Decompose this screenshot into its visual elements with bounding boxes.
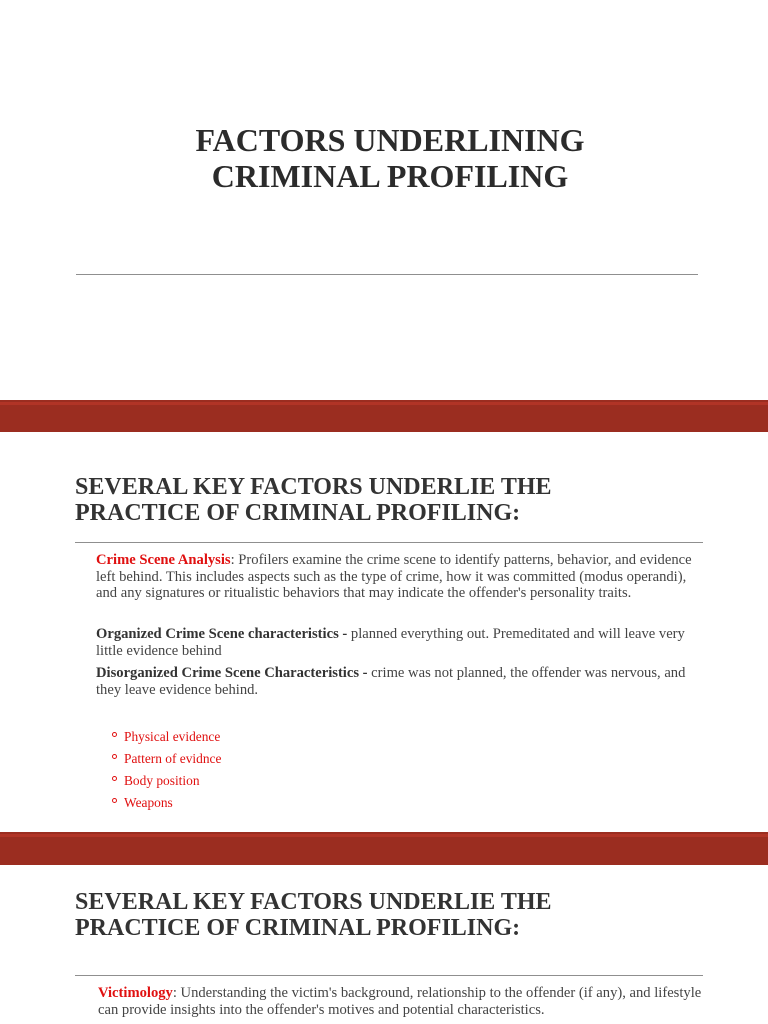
term-crime-scene-analysis: Crime Scene Analysis	[96, 552, 231, 568]
paragraph-text: planned everything out. Premeditated and will leave very little evidence behind	[96, 626, 685, 659]
heading-line-2: PRACTICE OF CRIMINAL PROFILING:	[75, 915, 521, 941]
heading-line-1: SEVERAL KEY FACTORS UNDERLIE THE	[75, 889, 552, 915]
slide-title	[80, 122, 700, 194]
list-item: Physical evidence	[112, 726, 221, 748]
paragraph-text: : Understanding the victim's background, relationship to the offender (if any), and lifestyle can provide insights into the offender's motives and potential characteristics.	[98, 985, 702, 1018]
title-slide	[0, 0, 768, 400]
heading-divider	[75, 542, 703, 543]
slide-heading	[75, 474, 675, 526]
heading-divider	[75, 975, 703, 976]
bullet-icon	[112, 754, 117, 759]
slide-separator-band	[0, 400, 768, 432]
victimology-paragraph	[98, 985, 708, 1018]
bullet-icon	[112, 798, 117, 803]
disorganized-scene-paragraph	[96, 665, 706, 698]
heading-line-2: PRACTICE OF CRIMINAL PROFILING:	[75, 500, 521, 526]
term-victimology: Victimology	[98, 985, 173, 1001]
slide-heading	[75, 889, 675, 941]
bullet-icon	[112, 732, 117, 737]
title-line-1: FACTORS UNDERLINING	[195, 122, 585, 158]
slide-separator-band	[0, 832, 768, 865]
organized-scene-paragraph	[96, 626, 706, 659]
bullet-icon	[112, 776, 117, 781]
heading-line-1: SEVERAL KEY FACTORS UNDERLIE THE	[75, 474, 552, 500]
term-organized-scene: Organized Crime Scene characteristics -	[96, 626, 348, 642]
list-item: Weapons	[112, 792, 221, 814]
term-disorganized-scene: Disorganized Crime Scene Characteristics -	[96, 665, 368, 681]
evidence-bullet-list	[112, 726, 221, 814]
paragraph-text: crime was not planned, the offender was nervous, and they leave evidence behind.	[96, 665, 686, 698]
crime-scene-analysis-paragraph	[96, 552, 706, 602]
paragraph-text: : Profilers examine the crime scene to identify patterns, behavior, and evidence left behind. This includes aspects such as the type of crime, how it was committed (modus operandi), and any signatures or ritualistic behaviors that may indicate the offender's personality traits.	[96, 552, 692, 601]
title-line-2: CRIMINAL PROFILING	[211, 158, 569, 194]
title-divider	[76, 274, 698, 275]
list-item: Body position	[112, 770, 221, 792]
list-item: Pattern of evidnce	[112, 748, 221, 770]
